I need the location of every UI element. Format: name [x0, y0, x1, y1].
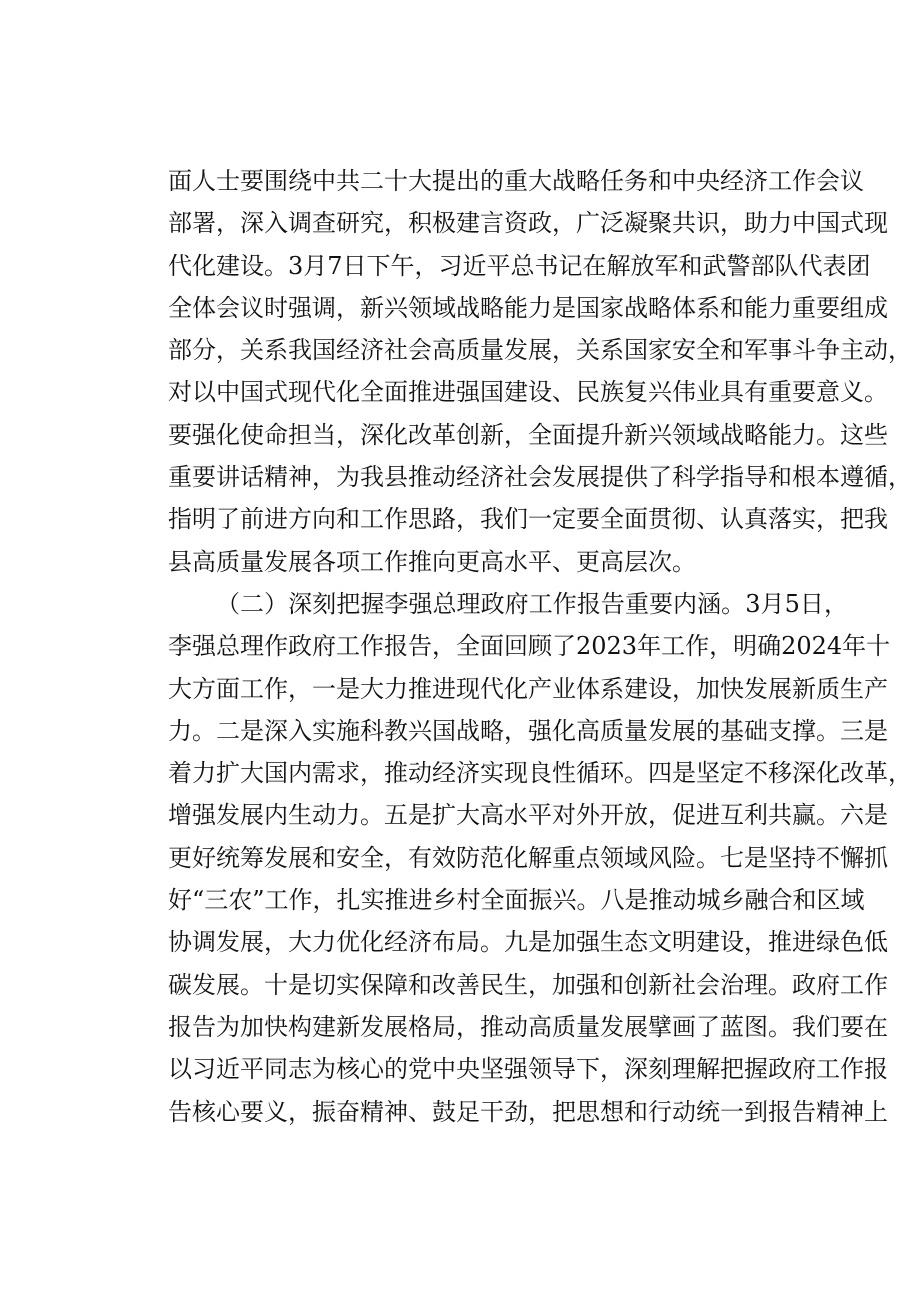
text-line: 力。二是深入实施科教兴国战略，强化高质量发展的基础支撑。三是	[168, 716, 888, 745]
text-line: 着力扩大国内需求，推动经济实现良性循环。四是坚定不移深化改革，	[168, 759, 912, 788]
text-line: 以习近平同志为核心的党中央坚强领导下，深刻理解把握政府工作报	[168, 1055, 888, 1084]
text-line: 增强发展内生动力。五是扩大高水平对外开放，促进互利共赢。六是	[168, 801, 888, 830]
text-line: 报告为加快构建新发展格局，推动高质量发展擘画了蓝图。我们要在	[168, 1012, 888, 1041]
text-line: 更好统筹发展和安全，有效防范化解重点领域风险。七是坚持不懈抓	[168, 843, 888, 872]
text-line: 重要讲话精神，为我县推动经济社会发展提供了科学指导和根本遵循，	[168, 463, 912, 492]
text-line: 部分，关系我国经济社会高质量发展，关系国家安全和军事斗争主动，	[168, 336, 912, 365]
text-line: 代化建设。3月7日下午，习近平总书记在解放军和武警部队代表团	[168, 251, 871, 280]
document-body	[168, 160, 912, 1133]
text-line: 全体会议时强调，新兴领域战略能力是国家战略体系和能力重要组成	[168, 293, 888, 322]
text-line: 对以中国式现代化全面推进强国建设、民族复兴伟业具有重要意义。	[168, 378, 888, 407]
paragraph-2	[168, 583, 912, 1133]
text-line: 协调发展，大力优化经济布局。九是加强生态文明建设，推进绿色低	[168, 928, 888, 957]
text-line: 部署，深入调查研究，积极建言资政，广泛凝聚共识，助力中国式现	[168, 209, 888, 238]
section-heading-line: （二）深刻把握李强总理政府工作报告重要内涵。3月5日，	[216, 589, 848, 618]
text-line: 告核心要义，振奋精神、鼓足干劲，把思想和行动统一到报告精神上	[168, 1097, 888, 1126]
text-line: 碳发展。十是切实保障和改善民生，加强和创新社会治理。政府工作	[168, 970, 888, 999]
text-line: 大方面工作，一是大力推进现代化产业体系建设，加快发展新质生产	[168, 674, 888, 703]
text-line: 要强化使命担当，深化改革创新，全面提升新兴领域战略能力。这些	[168, 420, 888, 449]
text-line: 好“三农”工作，扎实推进乡村全面振兴。八是推动城乡融合和区域	[168, 886, 865, 915]
text-line: 面人士要围绕中共二十大提出的重大战略任务和中央经济工作会议	[168, 167, 864, 195]
text-line: 指明了前进方向和工作思路，我们一定要全面贯彻、认真落实，把我	[168, 505, 888, 534]
text-line: 县高质量发展各项工作推向更高水平、更高层次。	[168, 547, 696, 576]
text-line: 李强总理作政府工作报告，全面回顾了2023年工作，明确2024年十	[168, 632, 891, 661]
paragraph-1	[168, 160, 912, 583]
